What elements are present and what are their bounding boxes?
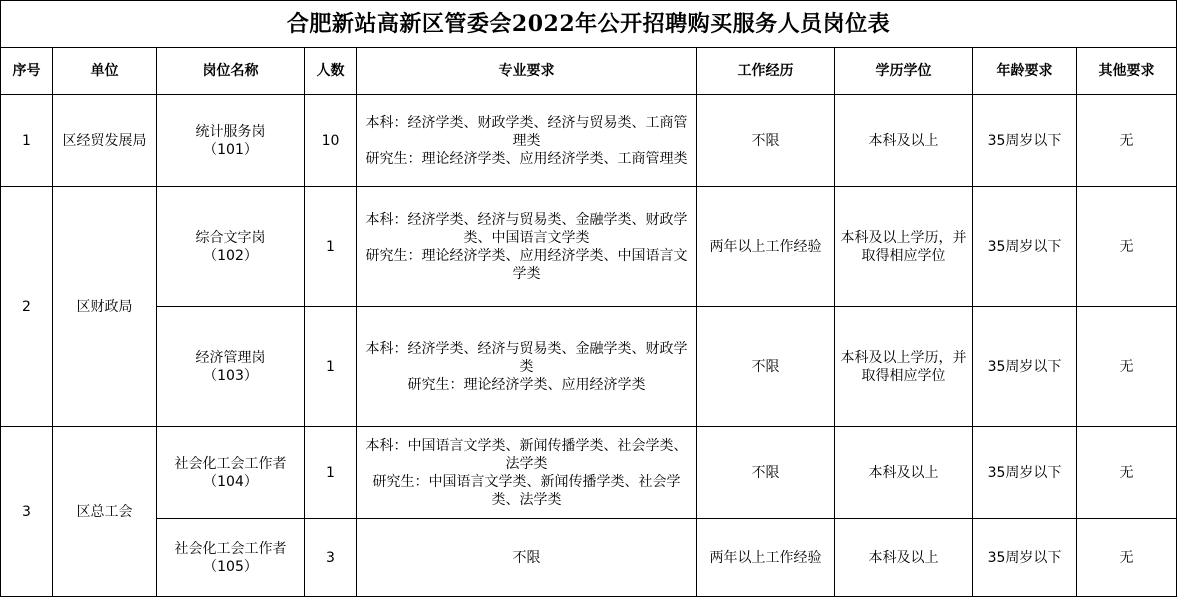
major-undergrad: 本科：经济学类、经济与贸易类、金融学类、财政学类、中国语言文学类 — [365, 211, 688, 246]
table-row — [1, 427, 1177, 519]
post-code: （105） — [203, 558, 258, 575]
post-code: （102） — [203, 247, 258, 264]
other-cell: 无 — [1077, 95, 1177, 187]
unit-cell: 区经贸发展局 — [53, 95, 157, 187]
experience-cell: 不限 — [697, 95, 835, 187]
experience-cell: 两年以上工作经验 — [697, 187, 835, 307]
header-age: 年龄要求 — [973, 48, 1077, 95]
age-cell: 35周岁以下 — [973, 307, 1077, 427]
post-cell — [157, 519, 305, 597]
major-undergrad: 本科：经济学类、财政学类、经济与贸易类、工商管理类 — [365, 114, 688, 149]
header-other: 其他要求 — [1077, 48, 1177, 95]
major-undergrad: 本科：经济学类、经济与贸易类、金融学类、财政学类 — [365, 340, 688, 375]
post-code: （104） — [203, 473, 258, 490]
unit-cell: 区总工会 — [53, 427, 157, 597]
header-row — [1, 48, 1177, 95]
experience-cell: 不限 — [697, 427, 835, 519]
major-grad: 研究生：理论经济学类、应用经济学类 — [407, 376, 646, 393]
major-grad: 研究生：理论经济学类、应用经济学类、中国语言文学类 — [365, 247, 688, 282]
unit-cell: 区财政局 — [53, 187, 157, 427]
major-undergrad: 不限 — [512, 549, 541, 566]
seq-cell: 2 — [1, 187, 53, 427]
post-cell — [157, 307, 305, 427]
post-code: （101） — [203, 141, 258, 158]
header-major: 专业要求 — [357, 48, 697, 95]
age-cell: 35周岁以下 — [973, 519, 1077, 597]
post-name: 社会化工会工作者 — [174, 540, 287, 557]
other-cell: 无 — [1077, 427, 1177, 519]
major-cell — [357, 187, 697, 307]
count-cell: 1 — [305, 427, 357, 519]
post-name: 综合文字岗 — [195, 229, 266, 246]
experience-cell: 两年以上工作经验 — [697, 519, 835, 597]
education-cell: 本科及以上 — [835, 519, 973, 597]
major-grad: 研究生：中国语言文学类、新闻传播学类、社会学类、法学类 — [372, 473, 681, 508]
major-cell — [357, 307, 697, 427]
header-seq: 序号 — [1, 48, 53, 95]
age-cell: 35周岁以下 — [973, 95, 1077, 187]
post-code: （103） — [203, 367, 258, 384]
other-cell: 无 — [1077, 307, 1177, 427]
count-cell: 3 — [305, 519, 357, 597]
page-title: 合肥新站高新区管委会2022年公开招聘购买服务人员岗位表 — [1, 1, 1177, 48]
post-cell — [157, 187, 305, 307]
post-name: 经济管理岗 — [195, 349, 266, 366]
education-cell: 本科及以上学历，并取得相应学位 — [835, 307, 973, 427]
table-row — [1, 307, 1177, 427]
post-cell — [157, 95, 305, 187]
age-cell: 35周岁以下 — [973, 187, 1077, 307]
major-cell — [357, 427, 697, 519]
post-cell — [157, 427, 305, 519]
post-name: 社会化工会工作者 — [174, 455, 287, 472]
header-experience: 工作经历 — [697, 48, 835, 95]
header-unit: 单位 — [53, 48, 157, 95]
table-row — [1, 187, 1177, 307]
count-cell: 1 — [305, 307, 357, 427]
major-cell — [357, 519, 697, 597]
major-cell — [357, 95, 697, 187]
header-count: 人数 — [305, 48, 357, 95]
seq-cell: 3 — [1, 427, 53, 597]
other-cell: 无 — [1077, 519, 1177, 597]
education-cell: 本科及以上 — [835, 427, 973, 519]
age-cell: 35周岁以下 — [973, 427, 1077, 519]
other-cell: 无 — [1077, 187, 1177, 307]
count-cell: 1 — [305, 187, 357, 307]
table-row — [1, 519, 1177, 597]
major-grad: 研究生：理论经济学类、应用经济学类、工商管理类 — [365, 150, 688, 167]
major-undergrad: 本科：中国语言文学类、新闻传播学类、社会学类、法学类 — [365, 437, 688, 472]
post-name: 统计服务岗 — [195, 123, 266, 140]
experience-cell: 不限 — [697, 307, 835, 427]
education-cell: 本科及以上学历，并取得相应学位 — [835, 187, 973, 307]
table-row — [1, 95, 1177, 187]
header-post: 岗位名称 — [157, 48, 305, 95]
count-cell: 10 — [305, 95, 357, 187]
education-cell: 本科及以上 — [835, 95, 973, 187]
seq-cell: 1 — [1, 95, 53, 187]
header-education: 学历学位 — [835, 48, 973, 95]
